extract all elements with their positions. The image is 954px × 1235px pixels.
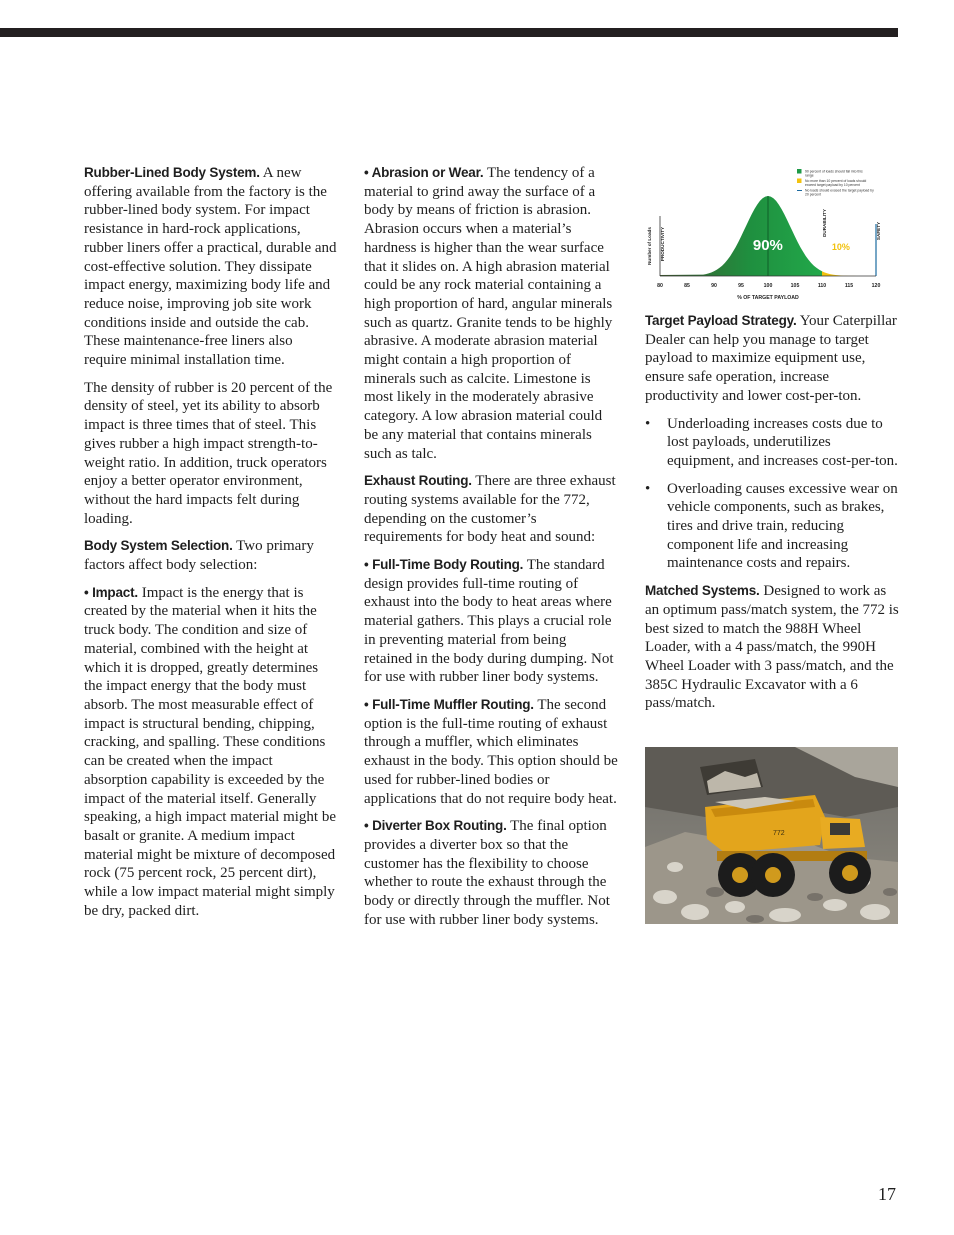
legend-label: No more than 10 percent of loads should exceed target payload by 10 percent: [805, 179, 867, 187]
muffler-heading: • Full-Time Muffler Routing.: [364, 696, 534, 712]
bullet-text: Underloading increases costs due to lost payloads, underutilizes equipment, and increases cost-per-ton.: [667, 415, 898, 469]
column-1: [84, 164, 338, 929]
exhaust-paragraph: [364, 472, 618, 547]
legend-label: No loads should exceed the target payload by 20 percent: [805, 188, 874, 197]
abrasion-text: The tendency of a material to grind away the surface of a body by means of friction is abrasion. Abrasion occurs when a material’s hardness is higher than the wear surface that it slides on. A high abrasion material could be any rock material containing a high proportion of hard, angular minerals such as quartz. Granite tends to be highly abrasive. A moderate abrasion material might contain a high proportion of minerals such as calcite. Limestone is most likely in the moderately abrasive category. A low abrasion material could be any material that contains minerals such as talc.: [364, 165, 613, 462]
body-selection-paragraph: [84, 537, 338, 574]
impact-heading: • Impact.: [84, 584, 138, 600]
bullet-dot: •: [645, 415, 651, 432]
payload-chart-svg: [645, 164, 901, 304]
green-percent: 90%: [752, 237, 783, 254]
payload-bullets: [645, 415, 899, 574]
productivity-area: [660, 196, 822, 276]
safety-label: SAFETY: [876, 221, 881, 241]
x-tick-label: 110: [817, 283, 827, 289]
productivity-label: PRODUCTIVITY: [660, 226, 665, 262]
durability-label: DURABILITY: [822, 209, 827, 237]
body-selection-text: Two primary factors affect body selection:: [84, 538, 314, 574]
legend-swatch: [797, 169, 802, 174]
impact-text: Impact is the energy that is created by the material when it hits the truck body. The condition and size of material, combined with the height at which it is dropped, greatly determines the impact energy that the body must absorb. The most measurable effect of impact is structural bending, chipping, cracking, and spalling. These conditions can be created when the impact absorption capability is exceeded by the impact of the material itself. Generally speaking, a high impact material might be basalt or granite. A medium impact material might be mixture of decomposed rock (75 percent rock, 25 percent dirt), while a low impact material might simply be dry, packed dirt.: [84, 584, 337, 919]
x-tick-label: 105: [790, 283, 800, 289]
full-time-body-text: The standard design provides full-time routing of exhaust into the body to heat areas where material gathers. This plays a crucial role in preventing material from being retained in the body during dumping. Not for use with rubber liner body systems.: [364, 557, 614, 686]
legend-swatch: [797, 179, 802, 184]
x-axis-label: % OF TARGET PAYLOAD: [737, 295, 799, 301]
legend-label: 90 percent of loads should fall into this range: [805, 169, 863, 178]
truck-number: 772: [773, 830, 785, 837]
column-3: [645, 312, 899, 722]
rubber-lined-heading: Rubber-Lined Body System.: [84, 165, 260, 180]
target-payload-text: Your Caterpillar Dealer can help you manage to target payload to maximize equipment use, ensure safe operation, increase productivity and lower cost-per-ton.: [645, 313, 897, 404]
muffler-text: The second option is the full-time routing of exhaust through a muffler, which eliminates exhaust in the body. This option should be used for rubber-lined bodies or applications that do not require body heat.: [364, 696, 618, 807]
diverter-paragraph: [364, 817, 618, 929]
x-tick-label: 100: [763, 283, 773, 289]
abrasion-heading: • Abrasion or Wear.: [364, 165, 484, 180]
full-time-body-paragraph: [364, 556, 618, 687]
rubber-lined-paragraph: [84, 164, 338, 370]
rubber-lined-text: A new offering available from the factory is the rubber-lined body system. For impact resistance in hard-rock applications, rubber liners offer a practical, durable and cost-effective solution. They dissipate impact energy, maximizing body life and reduce noise, improving job site work conditions inside and outside the cab. These maintenance-free liners also require minimal installation time.: [84, 165, 337, 369]
matched-systems-paragraph: [645, 582, 899, 713]
target-payload-paragraph: [645, 312, 899, 406]
x-tick-label: 120: [871, 283, 881, 289]
page-number: 17: [878, 1184, 896, 1204]
x-tick-label: 90: [711, 283, 717, 289]
x-tick-label: 80: [657, 283, 663, 289]
body-selection-heading: Body System Selection.: [84, 538, 233, 554]
target-payload-heading: Target Payload Strategy.: [645, 313, 797, 328]
list-item: [645, 415, 899, 471]
truck-illustration: [645, 747, 898, 924]
matched-systems-text: Designed to work as an optimum pass/match system, the 772 is best sized to match the 988H Wheel Loader, with a 4 pass/match, the 990H Wheel Loader with 3 pass/match, and the 385C Hydraulic Excavator with a 6 pass/match.: [645, 583, 899, 712]
list-item: [645, 480, 899, 574]
yellow-percent: 10%: [831, 242, 850, 252]
density-paragraph: The density of rubber is 20 percent of the density of steel, yet its ability to absorb impact is three times that of steel. This gives rubber a high impact strength-to-weight ratio. In addition, truck operators enjoy a better operator environment, without the hard impacts felt during loading.: [84, 379, 333, 527]
x-tick-label: 85: [684, 283, 690, 289]
full-time-body-heading: • Full-Time Body Routing.: [364, 557, 524, 573]
impact-paragraph: [84, 584, 338, 921]
diverter-text: The final option provides a diverter box so that the customer has the flexibility to choose whether to route the exhaust through the body or directly through the muffler. Not for use with rubber liner body systems.: [364, 818, 610, 928]
column-2: [364, 164, 618, 938]
exhaust-text: There are three exhaust routing systems available for the 772, depending on the customer’s requirements for body heat and sound:: [364, 473, 616, 546]
bullet-text: Overloading causes excessive wear on vehicle components, such as brakes, tires and drive train, reducing component life and increasing maintenance costs and repairs.: [667, 480, 898, 572]
diverter-heading: • Diverter Box Routing.: [364, 818, 507, 834]
top-rule: [0, 28, 898, 37]
durability-area: [822, 271, 876, 276]
exhaust-heading: Exhaust Routing.: [364, 473, 472, 489]
muffler-paragraph: [364, 696, 618, 808]
x-tick-label: 115: [844, 283, 854, 289]
truck-photo: [645, 747, 898, 924]
y-axis-label: Number of Loads: [647, 227, 652, 265]
matched-systems-heading: Matched Systems.: [645, 583, 760, 599]
bullet-dot: •: [645, 480, 651, 497]
payload-chart: [645, 164, 901, 304]
abrasion-paragraph: [364, 164, 618, 463]
x-tick-label: 95: [738, 283, 744, 289]
